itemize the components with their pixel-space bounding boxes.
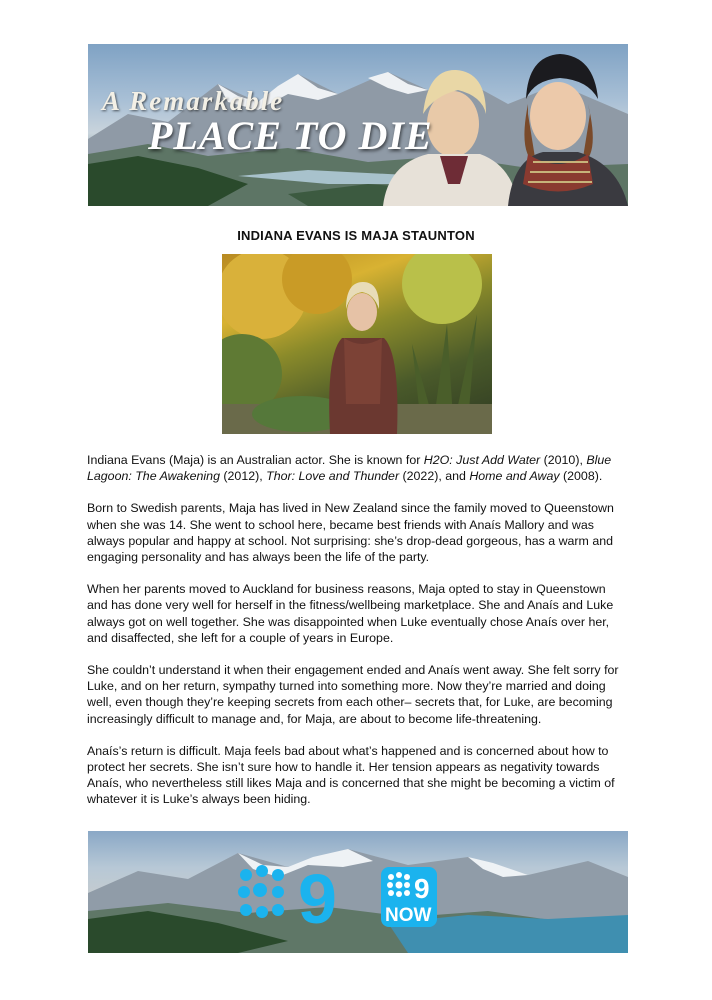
footer-banner <box>88 831 628 953</box>
nine-logo-numeral: 9 <box>298 865 337 931</box>
article-body <box>87 452 625 824</box>
paragraph-2: Born to Swedish parents, Maja has lived in New Zealand since the family moved to Queenstown when she was 14. She went to school here, became best friends with Anaís Mallory and was always popular and happy at school. Not surprising: she’s drop-dead gorgeous, has a warm and engaging personality and has always been the life of the party. <box>87 501 614 565</box>
title-line-2: PLACE TO DIE <box>148 113 433 158</box>
nine-now-logo <box>381 867 437 927</box>
section-heading: INDIANA EVANS IS MAJA STAUNTON <box>237 228 475 243</box>
actor-photo <box>222 254 492 434</box>
nine-now-wordmark: NOW <box>385 905 432 926</box>
paragraph-1: Indiana Evans (Maja) is an Australian actor. She is known for H2O: Just Add Water (2010), Blue Lagoon: The Awakening (2012), Thor: Love and Thunder (2022), and Home and Away (2008). <box>87 453 612 484</box>
footer-landscape-image <box>88 831 628 953</box>
paragraph-3: When her parents moved to Auckland for business reasons, Maja opted to stay in Queenstown and has done very well for herself in the fitness/wellbeing marketplace. She and Anaís and Luke always got on well together. She was disappointed when Luke eventually chose Anaís over her, and disaffected, she left for a couple of years in Europe. <box>87 582 614 645</box>
nine-network-logo <box>238 865 358 931</box>
paragraph-4: She couldn’t understand it when their engagement ended and Anaís went away. She felt sorry for Luke, and on her return, sympathy turned into something more. Now they’re married and doing well, even though they’re keeping secrets from each other– secrets that, for Luke, are becoming increasingly difficult to manage and, for Maja, are about to become life-threatening. <box>87 663 619 726</box>
nine-now-numeral: 9 <box>414 873 430 904</box>
header-banner <box>88 44 628 206</box>
actor-photo-image <box>222 254 492 434</box>
nine-now-logo-image <box>381 867 437 927</box>
title-line-1: A Remarkable <box>102 86 285 116</box>
paragraph-5: Anaís’s return is difficult. Maja feels bad about what’s happened and is concerned about how to protect her secrets. She isn’t sure how to handle it. Her tension appears as negativity towards Anaís, who nevertheless still likes Maja and is concerned that she might be becoming a victim of whatever it is Luke’s always been hiding. <box>87 743 615 807</box>
